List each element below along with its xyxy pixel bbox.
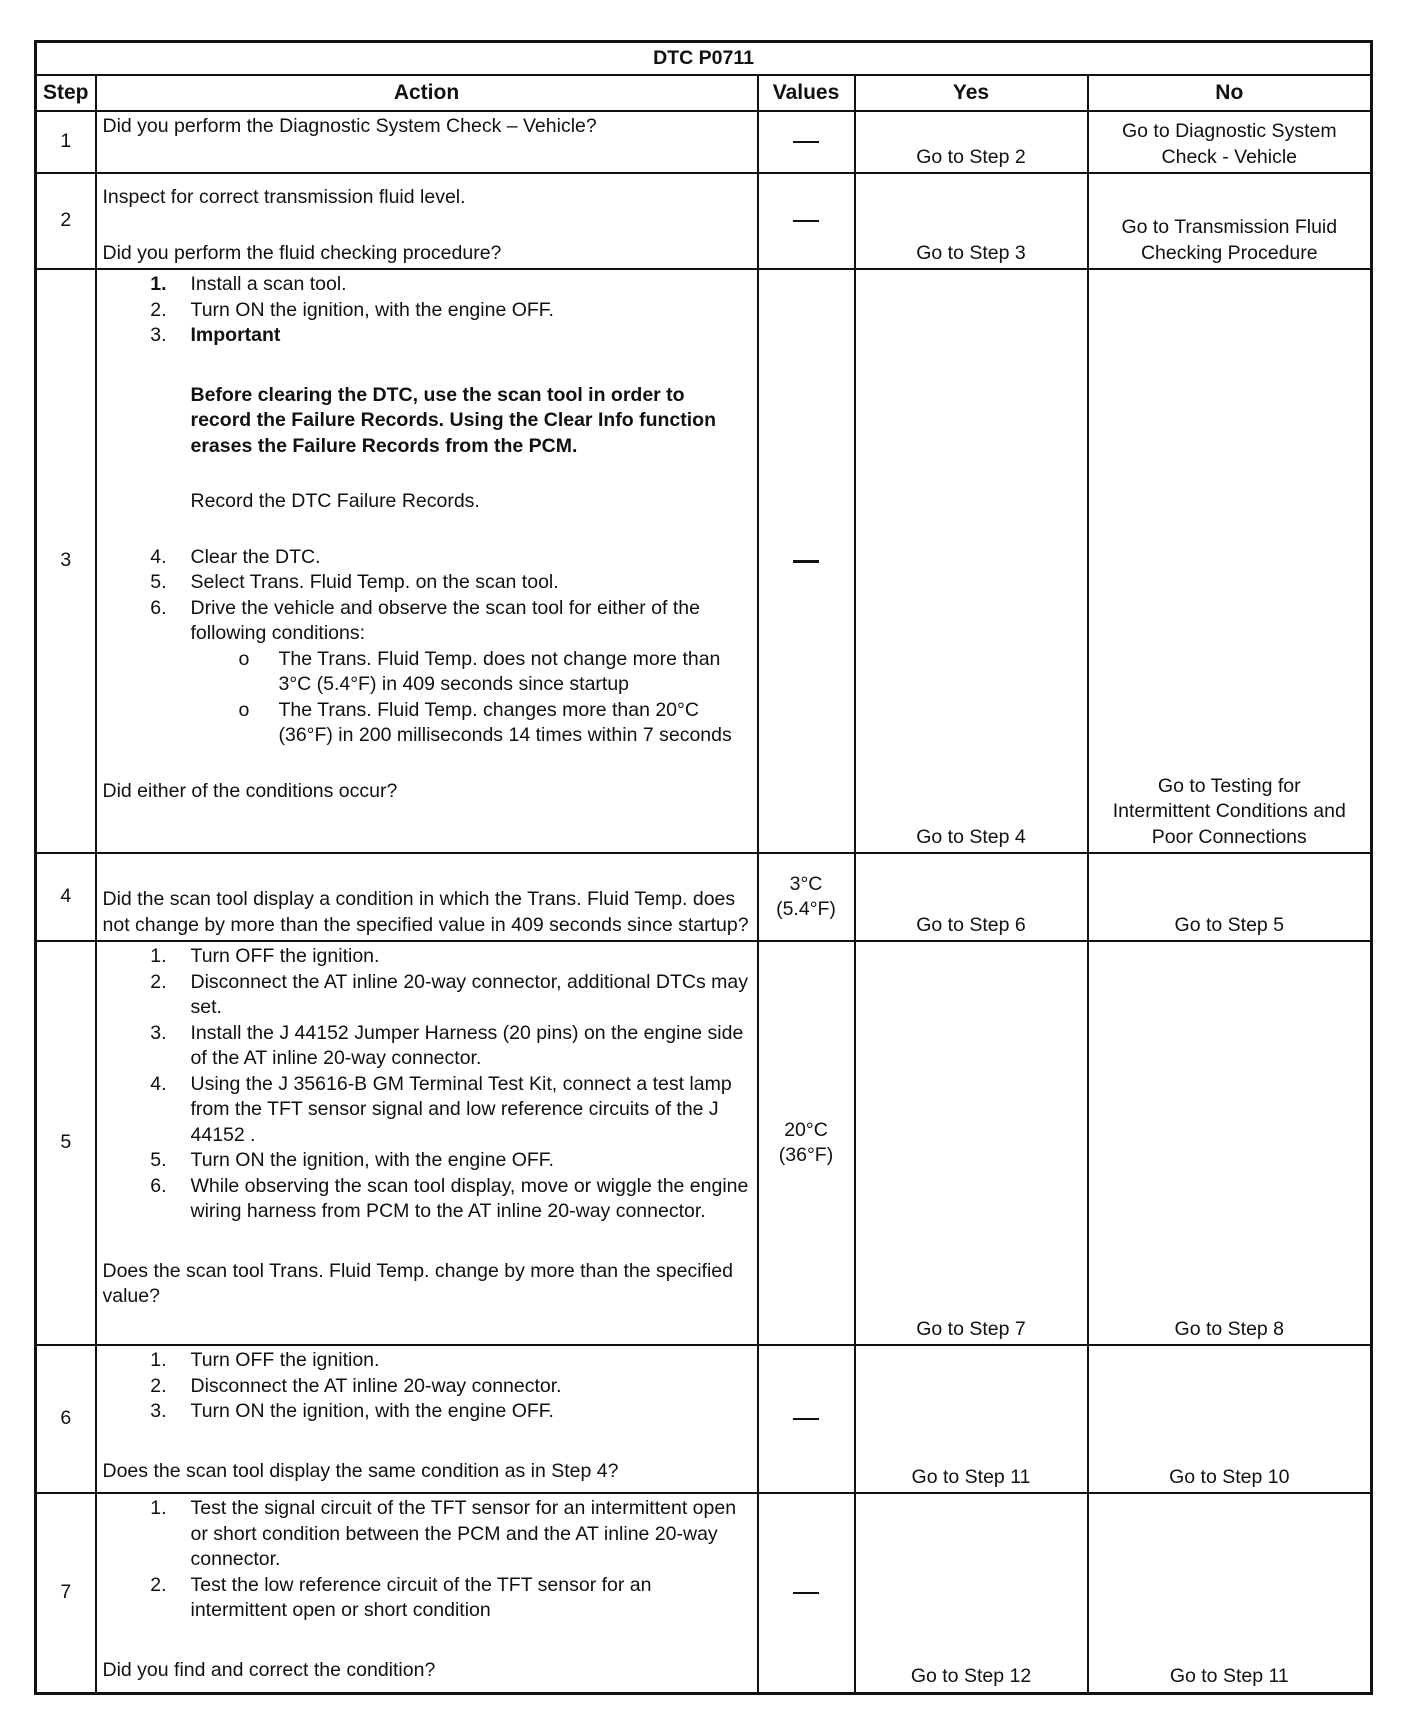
list-item <box>103 970 751 1021</box>
item-text: While observing the scan tool display, move or wiggle the engine wiring harness from PCM to the AT inline 20-way connector. <box>190 1174 749 1222</box>
dash-mark <box>793 220 819 222</box>
item-text: Disconnect the AT inline 20-way connector, additional DTCs may set. <box>190 970 748 1018</box>
procedure-list <box>103 944 751 1225</box>
item-text: Turn ON the ignition, with the engine OFF. <box>190 1149 554 1171</box>
table-row <box>36 1493 1372 1693</box>
list-item <box>103 1174 751 1225</box>
item-text: Test the low reference circuit of the TFT sensor for an intermittent open or short condition <box>190 1573 652 1621</box>
value-cell <box>758 1493 855 1693</box>
dtc-table <box>34 40 1373 1695</box>
value-line: (36°F) <box>778 1144 834 1166</box>
list-item <box>103 1148 751 1174</box>
step-number: 3 <box>36 269 96 853</box>
item-number: 2. <box>150 1374 167 1397</box>
item-text: Clear the DTC. <box>190 545 321 568</box>
yes-cell: Go to Step 4 <box>855 269 1088 853</box>
no-line: Checking Procedure <box>1140 241 1318 264</box>
item-number: 3. <box>150 1400 167 1422</box>
action-cell <box>96 269 758 853</box>
step-number: 1 <box>36 111 96 173</box>
item-number: 1. <box>150 273 167 295</box>
item-number: 1. <box>150 1349 167 1371</box>
action-question: Did you find and correct the condition? <box>102 1658 436 1681</box>
item-number: 4. <box>150 545 167 568</box>
item-text: Turn ON the ignition, with the engine OFF. <box>190 298 554 321</box>
list-item <box>103 1573 751 1624</box>
value-line: (5.4°F) <box>776 898 836 920</box>
yes-cell: Go to Step 2 <box>855 111 1088 173</box>
action-cell <box>96 941 758 1345</box>
item-text: Turn ON the ignition, with the engine OFF. <box>190 1400 554 1422</box>
condition-text: The Trans. Fluid Temp. changes more than 20°C (36°F) in 200 milliseconds 14 times within 7 seconds <box>278 698 732 746</box>
action-question: Did you perform the Diagnostic System Check – Vehicle? <box>96 111 758 173</box>
table-row <box>36 941 1372 1345</box>
procedure-list <box>103 1348 751 1425</box>
item-number: 2. <box>150 970 167 993</box>
value-cell <box>758 269 855 853</box>
list-item <box>103 596 751 647</box>
item-number: 1. <box>150 1497 167 1519</box>
bullet-mark: o <box>238 698 250 721</box>
action-cell <box>96 173 758 269</box>
dash-mark <box>793 1592 819 1594</box>
action-cell <box>96 1345 758 1493</box>
step-number: 4 <box>36 853 96 941</box>
step-number: 7 <box>36 1493 96 1693</box>
dash-mark <box>793 1418 819 1420</box>
step-number: 5 <box>36 941 96 1345</box>
record-instruction: Record the DTC Failure Records. <box>190 490 480 512</box>
header-no: No <box>1088 75 1372 111</box>
item-text: Install a scan tool. <box>190 273 347 295</box>
no-line: Go to Transmission Fluid <box>1121 216 1338 238</box>
action-question: Does the scan tool Trans. Fluid Temp. change by more than the specified value? <box>102 1259 733 1307</box>
list-item <box>103 545 751 571</box>
action-cell <box>96 1493 758 1693</box>
item-text: Install the J 44152 Jumper Harness (20 pins) on the engine side of the AT inline 20-way connector. <box>190 1021 744 1069</box>
no-line: Check - Vehicle <box>1161 145 1298 168</box>
no-cell: Go to Step 10 <box>1088 1345 1372 1493</box>
item-text: Disconnect the AT inline 20-way connector. <box>190 1374 562 1397</box>
value-cell <box>758 941 855 1345</box>
action-intro: Inspect for correct transmission fluid level. <box>102 186 466 208</box>
list-item <box>103 1496 751 1573</box>
yes-cell: Go to Step 12 <box>855 1493 1088 1693</box>
dash-mark <box>793 560 819 563</box>
action-question: Did the scan tool display a condition in which the Trans. Fluid Temp. does not change by more than the specified value in 409 seconds since startup? <box>96 853 758 941</box>
table-row <box>36 269 1372 853</box>
no-line: Intermittent Conditions and <box>1112 800 1346 822</box>
bullet-mark: o <box>238 647 250 670</box>
item-number: 2. <box>150 298 167 321</box>
table-row <box>36 1345 1372 1493</box>
list-item <box>103 1072 751 1149</box>
value-cell <box>758 173 855 269</box>
item-text: Using the J 35616-B GM Terminal Test Kit, connect a test lamp from the TFT sensor signal and low reference circuits of the J 44152 . <box>190 1072 732 1146</box>
item-text: Turn OFF the ignition. <box>190 945 380 967</box>
item-number: 5. <box>150 1149 167 1171</box>
no-line: Go to Diagnostic System <box>1121 120 1337 142</box>
item-number: 1. <box>150 945 167 967</box>
list-item <box>103 1374 751 1400</box>
item-number: 3. <box>150 1021 167 1044</box>
action-question: Did either of the conditions occur? <box>102 779 398 802</box>
yes-cell: Go to Step 6 <box>855 853 1088 941</box>
condition-item <box>103 647 751 698</box>
header-row <box>36 75 1372 111</box>
step-number: 2 <box>36 173 96 269</box>
item-number: 6. <box>150 596 167 619</box>
item-text: Test the signal circuit of the TFT sensor for an intermittent open or short condition between the PCM and the AT inline 20-way connector. <box>190 1497 737 1570</box>
yes-cell: Go to Step 3 <box>855 173 1088 269</box>
yes-cell: Go to Step 7 <box>855 941 1088 1345</box>
list-item <box>103 298 751 324</box>
item-number: 6. <box>150 1174 167 1197</box>
table-row <box>36 173 1372 269</box>
dash-mark <box>793 141 819 143</box>
list-item <box>103 323 751 349</box>
action-question: Does the scan tool display the same condition as in Step 4? <box>102 1459 619 1482</box>
value-cell <box>758 853 855 941</box>
item-number: 2. <box>150 1573 167 1596</box>
list-item <box>103 272 751 298</box>
list-item <box>103 570 751 596</box>
header-values: Values <box>758 75 855 111</box>
table-title: DTC P0711 <box>36 42 1372 76</box>
header-action: Action <box>96 75 758 111</box>
important-note: Before clearing the DTC, use the scan tool in order to record the Failure Records. Using the Clear Info function erases the Failure Records from the PCM. <box>190 383 716 457</box>
item-number: 5. <box>150 571 167 593</box>
item-number: 3. <box>150 324 167 346</box>
procedure-list <box>103 545 751 647</box>
condition-item <box>103 698 751 749</box>
important-heading: Important <box>190 324 281 346</box>
condition-list <box>103 647 751 749</box>
value-cell <box>758 1345 855 1493</box>
condition-text: The Trans. Fluid Temp. does not change more than 3°C (5.4°F) in 409 seconds since startup <box>278 647 721 695</box>
value-line: 3°C <box>789 872 823 895</box>
value-cell <box>758 111 855 173</box>
table-row <box>36 111 1372 173</box>
header-yes: Yes <box>855 75 1088 111</box>
table-row <box>36 853 1372 941</box>
no-cell: Go to Step 8 <box>1088 941 1372 1345</box>
no-line: Go to Testing for <box>1157 774 1301 797</box>
procedure-list <box>103 272 751 349</box>
item-text: Turn OFF the ignition. <box>190 1349 380 1371</box>
procedure-list <box>103 1496 751 1624</box>
no-cell <box>1088 269 1372 853</box>
no-cell: Go to Step 11 <box>1088 1493 1372 1693</box>
yes-cell: Go to Step 11 <box>855 1345 1088 1493</box>
header-step: Step <box>36 75 96 111</box>
no-cell <box>1088 111 1372 173</box>
list-item <box>103 944 751 970</box>
list-item <box>103 1021 751 1072</box>
item-number: 4. <box>150 1072 167 1095</box>
item-text: Select Trans. Fluid Temp. on the scan tool. <box>190 571 559 593</box>
list-item <box>103 1348 751 1374</box>
diagnostic-document <box>34 40 1370 1695</box>
list-item <box>103 1399 751 1425</box>
no-cell <box>1088 173 1372 269</box>
item-text: Drive the vehicle and observe the scan tool for either of the following conditions: <box>190 596 700 644</box>
value-line: 20°C <box>784 1118 828 1141</box>
step-number: 6 <box>36 1345 96 1493</box>
no-cell: Go to Step 5 <box>1088 853 1372 941</box>
action-question: Did you perform the fluid checking procedure? <box>102 241 502 264</box>
no-line: Poor Connections <box>1151 825 1307 848</box>
